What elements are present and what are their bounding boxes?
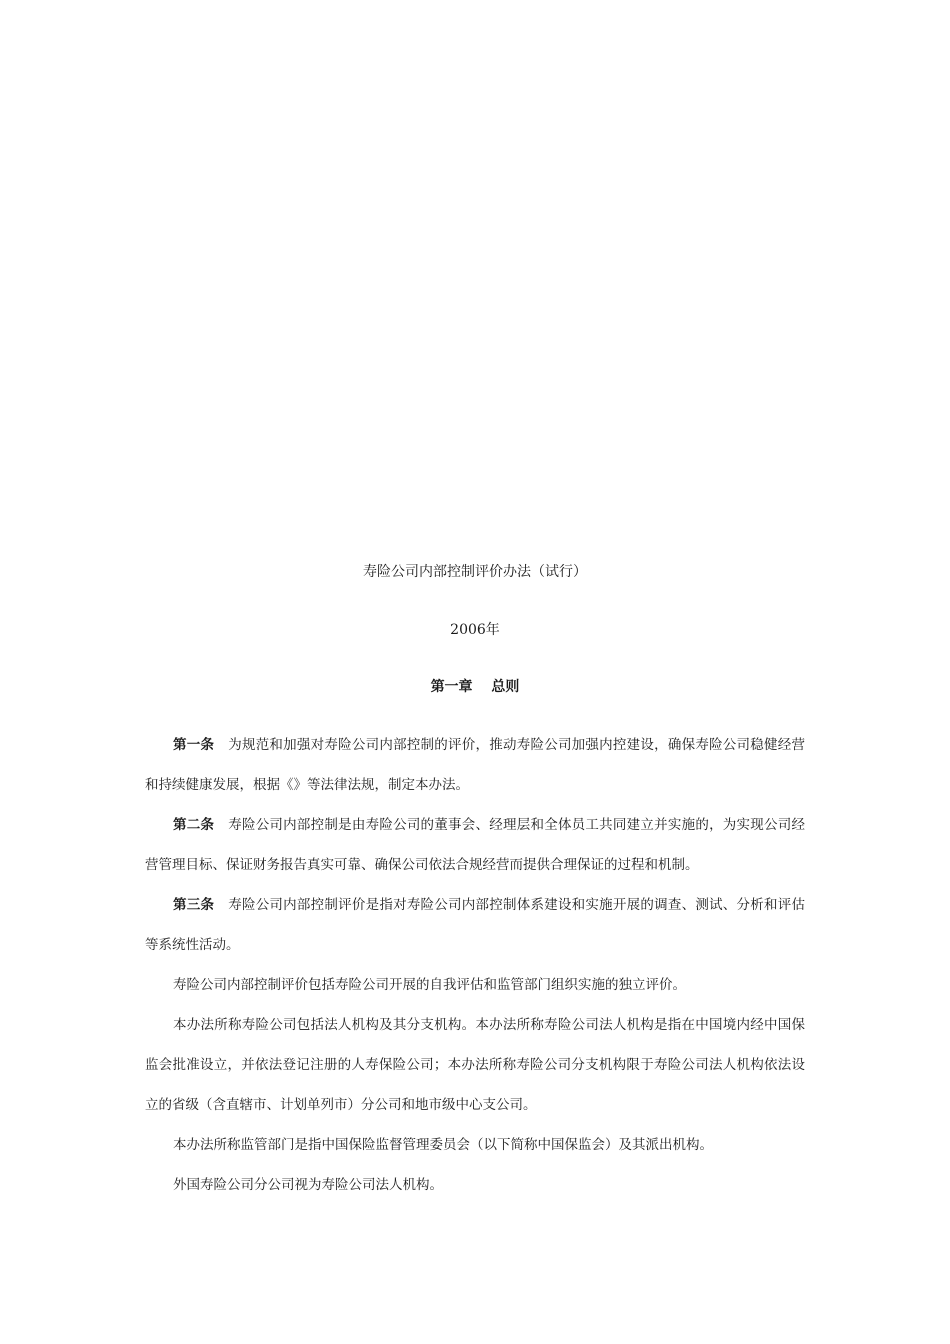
chapter-heading: 第一章 总则 xyxy=(430,679,520,695)
article-2-label: 第二条 xyxy=(173,817,215,833)
article-3-label: 第三条 xyxy=(173,897,215,913)
article-3 xyxy=(145,885,805,965)
article-2 xyxy=(145,805,805,885)
article-1 xyxy=(145,725,805,805)
article-2-text: 寿险公司内部控制是由寿险公司的董事会、经理层和全体员工共同建立并实施的，为实现公司经营管理目标、保证财务报告真实可靠、确保公司依法合规经营而提供合理保证的过程和机制。 xyxy=(145,817,806,873)
article-3-text: 寿险公司内部控制评价是指对寿险公司内部控制体系建设和实施开展的调查、测试、分析和评估等系统性活动。 xyxy=(145,897,806,953)
article-1-text: 为规范和加强对寿险公司内部控制的评价，推动寿险公司加强内控建设，确保寿险公司稳健经营和持续健康发展，根据《》等法律法规，制定本办法。 xyxy=(145,737,806,793)
paragraph-company-definition: 本办法所称寿险公司包括法人机构及其分支机构。本办法所称寿险公司法人机构是指在中国境内经中国保监会批准设立，并依法登记注册的人寿保险公司；本办法所称寿险公司分支机构限于寿险公司法人机构依法设立的省级（含直辖市、计划单列市）分公司和地市级中心支公司。 xyxy=(145,1017,805,1113)
document-year: 2006年 xyxy=(450,622,500,638)
paragraph-evaluation-scope: 寿险公司内部控制评价包括寿险公司开展的自我评估和监管部门组织实施的独立评价。 xyxy=(173,977,686,993)
paragraph-regulator-definition: 本办法所称监管部门是指中国保险监督管理委员会（以下简称中国保监会）及其派出机构。 xyxy=(173,1137,713,1153)
paragraph-foreign-branch: 外国寿险公司分公司视为寿险公司法人机构。 xyxy=(173,1177,443,1193)
article-1-label: 第一条 xyxy=(173,737,215,753)
document-body xyxy=(145,725,805,1205)
document-title: 寿险公司内部控制评价办法（试行） xyxy=(363,564,587,580)
